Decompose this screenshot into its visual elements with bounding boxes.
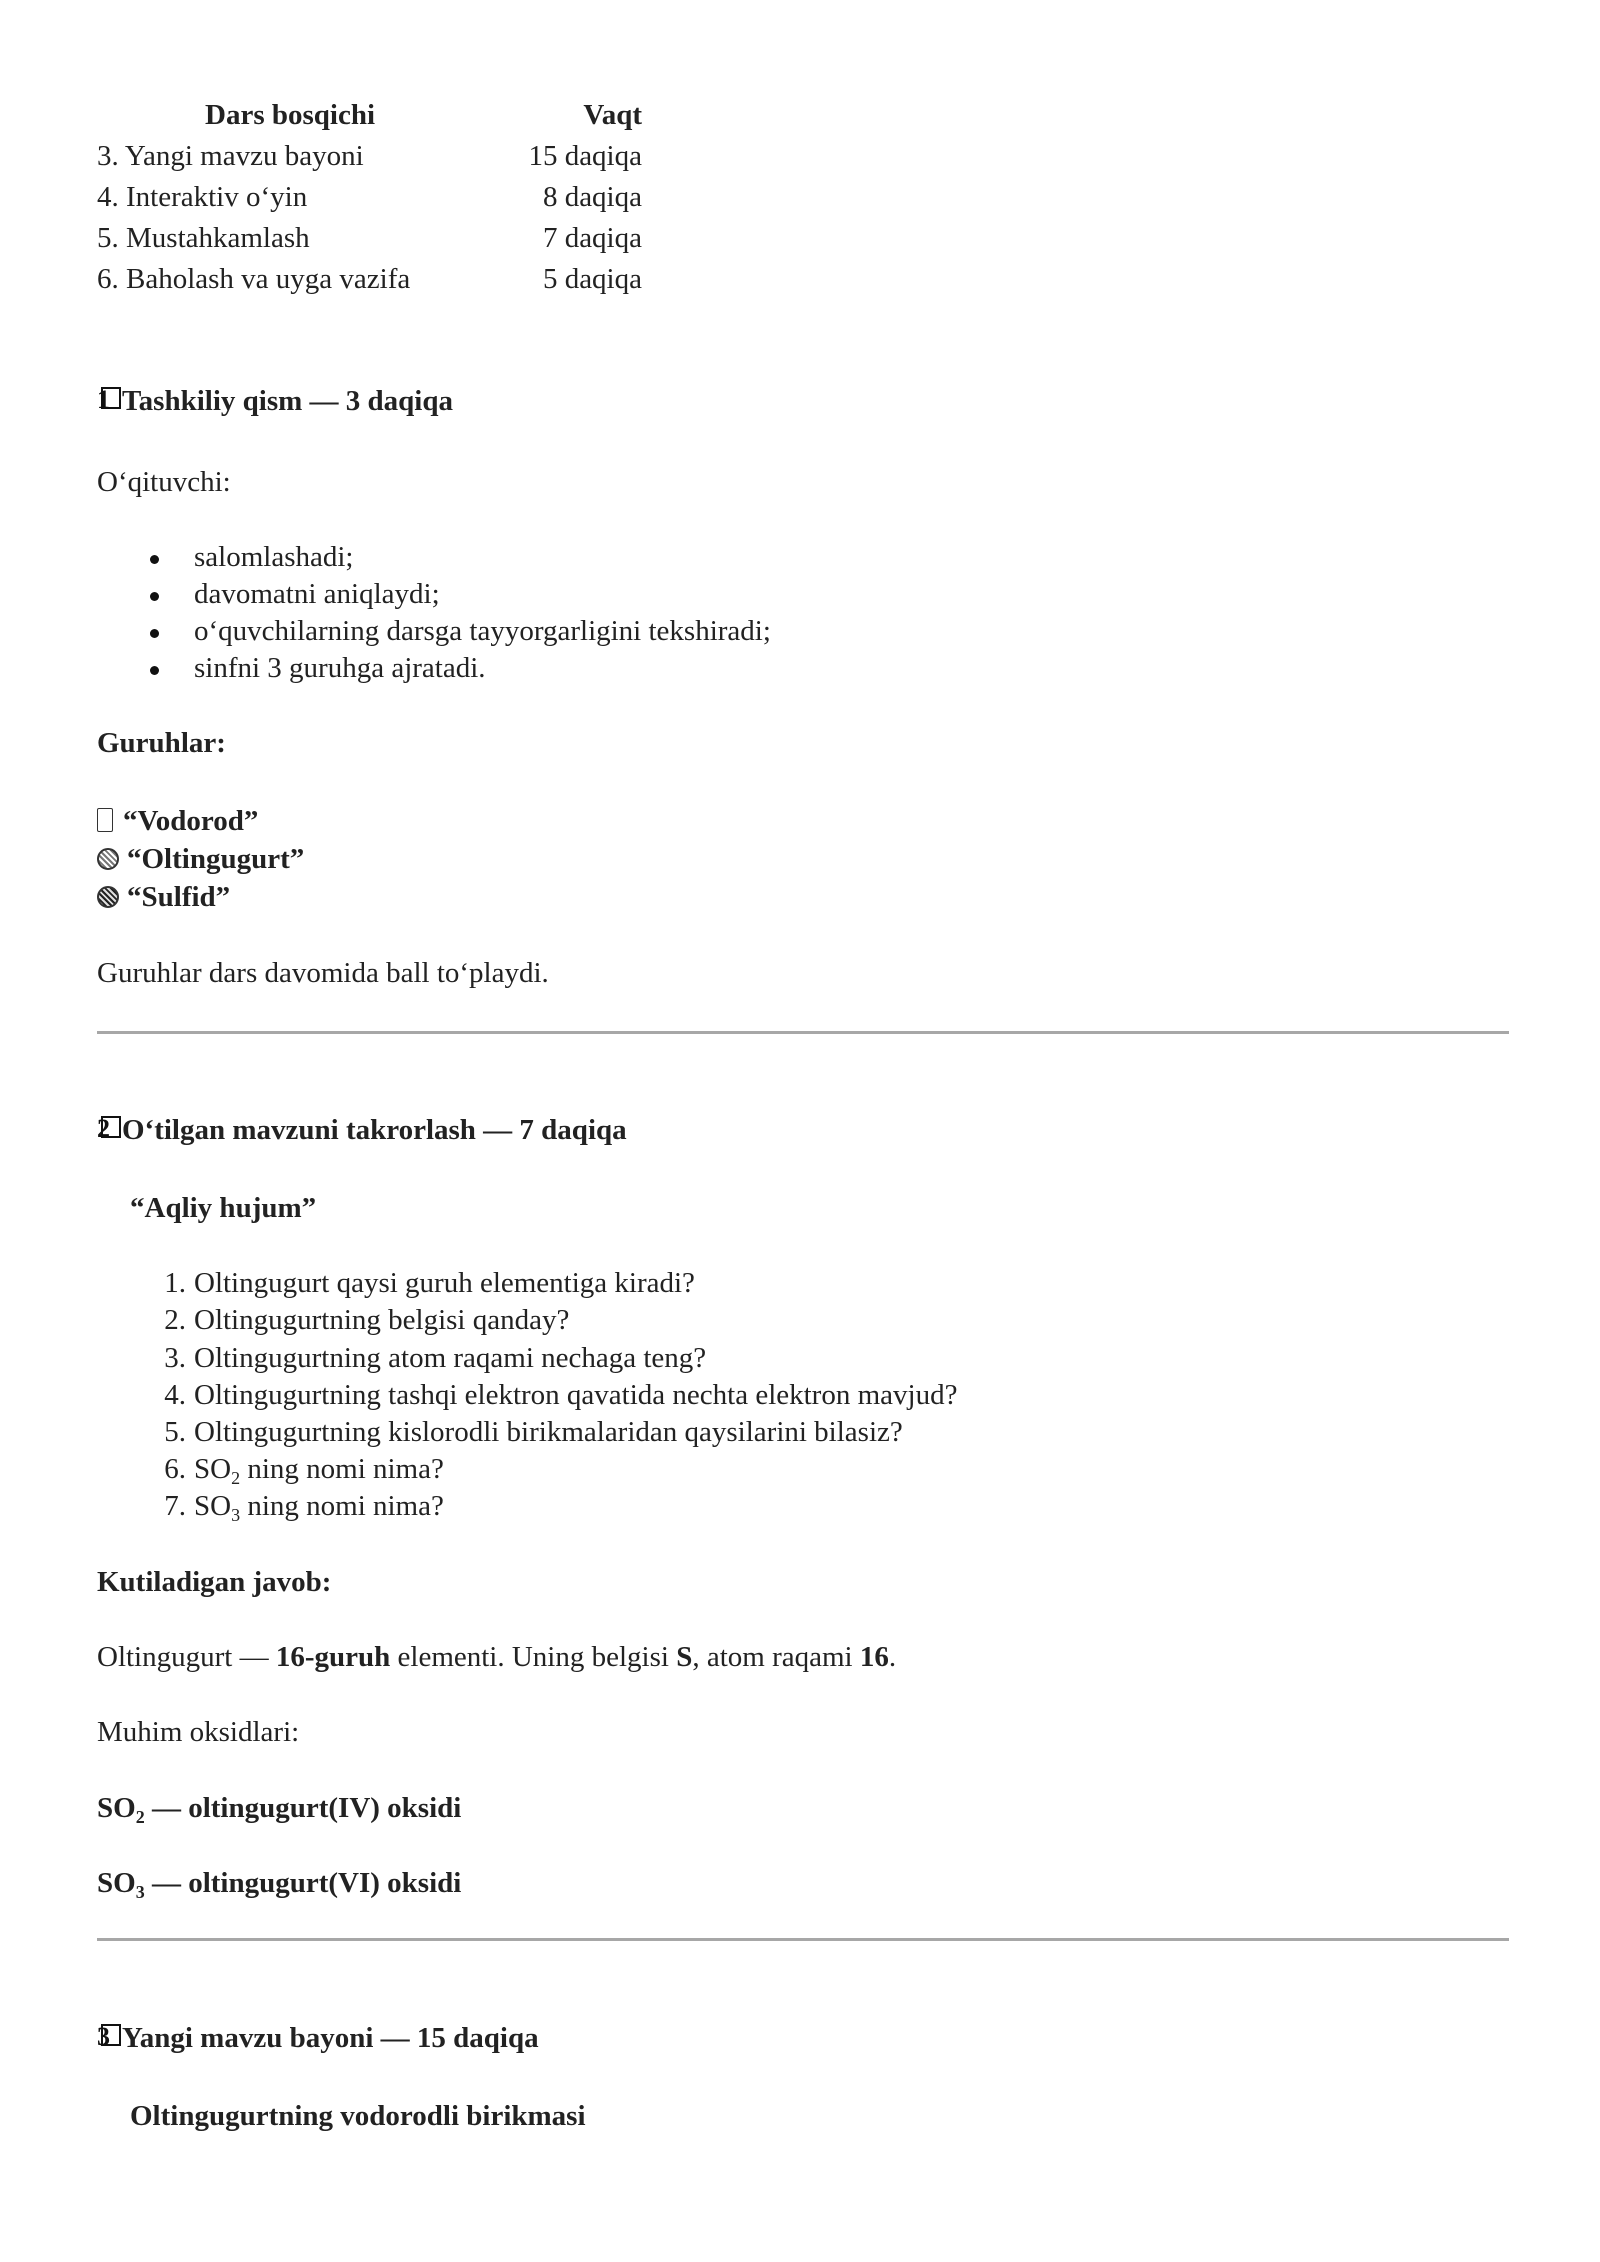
- question-text: Oltingugurtning belgisi qanday?: [194, 1304, 570, 1336]
- list-item: [164, 1488, 444, 1526]
- list-item: sinfni 3 guruhga ajratadi.: [194, 650, 486, 688]
- schedule-stage: 3. Yangi mavzu bayoni: [97, 140, 364, 172]
- list-item: [164, 1451, 444, 1489]
- schedule-time: 15 daqiqa: [528, 140, 642, 172]
- oxides-label: Muhim oksidlari:: [97, 1716, 300, 1748]
- list-number: 3.: [164, 1342, 186, 1374]
- group-item: [97, 879, 230, 917]
- schedule-row: [97, 261, 642, 301]
- answer-text: [97, 1639, 896, 1677]
- list-number: 7.: [164, 1490, 186, 1522]
- list-number: 1.: [164, 1267, 186, 1299]
- keycap-digit: 1: [97, 385, 110, 414]
- dark-hatched-circle-icon: [97, 886, 119, 908]
- answer-bold: 16-guruh: [275, 1641, 391, 1673]
- section-1-title: Tashkiliy qism — 3 daqiqa: [122, 385, 453, 417]
- section-2-heading: [97, 1112, 627, 1150]
- keycap-number-icon: [97, 1116, 126, 1142]
- list-number: 2.: [164, 1304, 186, 1336]
- list-item: [164, 1302, 570, 1340]
- section-3-title: Yangi mavzu bayoni — 15 daqiqa: [122, 2022, 539, 2054]
- group-name: “Oltingugurt”: [127, 843, 305, 875]
- oxide-item: [97, 1790, 461, 1828]
- question-text: ning nomi nima?: [240, 1453, 444, 1485]
- section-3-subtitle: Oltingugurtning vodorodli birikmasi: [130, 2100, 586, 2132]
- section-3-heading: [97, 2020, 539, 2058]
- group-item: [97, 841, 304, 879]
- schedule-row: [97, 220, 642, 260]
- schedule-time: 7 daqiqa: [542, 222, 642, 254]
- light-hatched-circle-icon: [97, 848, 119, 870]
- schedule-time: 8 daqiqa: [542, 181, 642, 213]
- formula-subscript: 3: [135, 1882, 145, 1902]
- groups-note: Guruhlar dars davomida ball to‘playdi.: [97, 957, 549, 989]
- question-text: Oltingugurtning atom raqami nechaga teng?: [194, 1342, 707, 1374]
- answer-part: Oltingugurt —: [97, 1641, 276, 1673]
- oxide-name: — oltingugurt(VI) oksidi: [144, 1867, 462, 1899]
- list-number: 6.: [164, 1453, 186, 1485]
- answer-part: elementi. Uning belgisi: [390, 1641, 677, 1673]
- question-text: Oltingugurtning tashqi elektron qavatida nechta elektron mavjud?: [194, 1379, 958, 1411]
- groups-label: Guruhlar:: [97, 727, 226, 759]
- keycap-number-icon: [97, 387, 126, 413]
- list-item: o‘quvchilarning darsga tayyorgarligini tekshiradi;: [194, 613, 771, 651]
- answer-part: .: [888, 1641, 897, 1673]
- list-item: [164, 1414, 903, 1452]
- section-2-subtitle: “Aqliy hujum”: [130, 1192, 317, 1224]
- list-number: 5.: [164, 1416, 186, 1448]
- schedule-header: [97, 97, 642, 137]
- group-item: [97, 803, 258, 841]
- schedule-stage: 6. Baholash va uyga vazifa: [97, 263, 411, 295]
- formula: SO: [194, 1490, 232, 1522]
- teacher-label: O‘qituvchi:: [97, 466, 231, 498]
- horizontal-divider: [97, 1938, 1509, 1941]
- keycap-digit: 2: [97, 1114, 110, 1143]
- answer-part: , atom raqami: [692, 1641, 860, 1673]
- list-number: 4.: [164, 1379, 186, 1411]
- schedule-time: 5 daqiqa: [542, 263, 642, 295]
- list-item: [164, 1340, 707, 1378]
- list-item: davomatni aniqlaydi;: [194, 576, 440, 614]
- horizontal-divider: [97, 1031, 1509, 1034]
- section-2-title: O‘tilgan mavzuni takrorlash — 7 daqiqa: [122, 1114, 627, 1146]
- empty-box-icon: [97, 808, 113, 832]
- formula-subscript: 3: [231, 1505, 241, 1525]
- schedule-row: [97, 179, 642, 219]
- formula: SO: [97, 1792, 136, 1824]
- schedule-row: [97, 138, 642, 178]
- formula: SO: [194, 1453, 232, 1485]
- question-text: Oltingugurt qaysi guruh elementiga kiradi?: [194, 1267, 695, 1299]
- formula: SO: [97, 1867, 136, 1899]
- question-text: Oltingugurtning kislorodli birikmalaridan qaysilarini bilasiz?: [194, 1416, 903, 1448]
- section-1-heading: [97, 383, 453, 421]
- schedule-stage: 5. Mustahkamlash: [97, 222, 310, 254]
- schedule-header-time: Vaqt: [583, 99, 642, 131]
- list-item: [164, 1265, 695, 1303]
- schedule-stage: 4. Interaktiv o‘yin: [97, 181, 308, 213]
- list-item: salomlashadi;: [194, 539, 353, 577]
- question-text: ning nomi nima?: [240, 1490, 444, 1522]
- group-name: “Vodorod”: [123, 805, 259, 837]
- formula-subscript: 2: [231, 1468, 241, 1488]
- keycap-number-icon: [97, 2024, 126, 2050]
- formula-subscript: 2: [135, 1807, 145, 1827]
- answer-bold: 16: [859, 1641, 889, 1673]
- group-name: “Sulfid”: [127, 881, 231, 913]
- keycap-digit: 3: [97, 2022, 110, 2051]
- oxide-name: — oltingugurt(IV) oksidi: [144, 1792, 462, 1824]
- list-item: [164, 1377, 958, 1415]
- schedule-header-stage: Dars bosqichi: [205, 99, 376, 131]
- answer-bold: S: [676, 1641, 693, 1673]
- oxide-item: [97, 1865, 461, 1903]
- answer-label: Kutiladigan javob:: [97, 1566, 332, 1598]
